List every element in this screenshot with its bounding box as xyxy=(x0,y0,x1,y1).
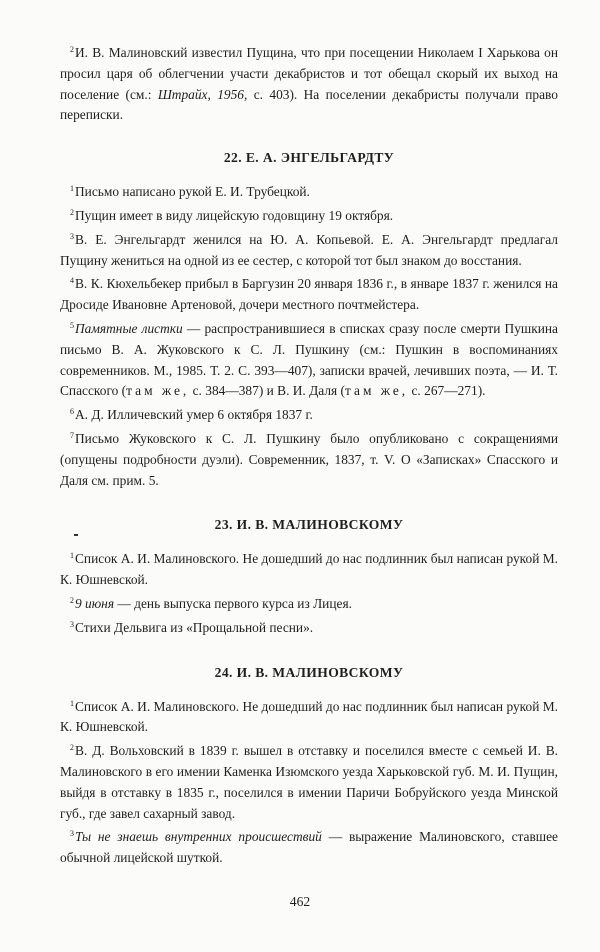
note-italic-term: 9 июня xyxy=(75,595,115,611)
citation-author: Штрайх, 1956, xyxy=(157,86,248,102)
note-text: с. 267—271). xyxy=(408,383,486,399)
note-text: — распространившиеся в списках сразу после смерти Пушкина письмо В. А. Жуковского к С. Л. Пушкину (см.: Пушкин в воспоминаниях современников. М., 1985. Т. 2. С. 393—407), записки врачей, лечивших поэта, — И. Т. Спасского ( xyxy=(60,320,558,399)
note-text: В. К. Кюхельбекер прибыл в Баргузин 20 января 1836 г., в январе 1837 г. женился на Дросиде Ивановне Артеновой, дочери местного почтмейстера. xyxy=(60,276,558,313)
section-heading-22: 22. Е. А. ЭНГЕЛЬГАРДТУ xyxy=(223,150,395,166)
note-text: с. 384—387) и В. И. Даля ( xyxy=(189,383,345,399)
section-heading-24: 24. И. В. МАЛИНОВСКОМУ xyxy=(214,664,404,680)
note-number: 4 xyxy=(70,276,74,286)
note-24-3 xyxy=(60,824,558,869)
spaced-reference: там же, xyxy=(126,383,190,399)
note-text: Стихи Дельвига из «Прощальной песни». xyxy=(75,619,314,635)
note-22-4 xyxy=(60,271,558,316)
note-number: 2 xyxy=(70,595,74,605)
note-text: В. Е. Энгельгардт женился на Ю. А. Копьевой. Е. А. Энгельгардт предлагал Пущину жениться на одной из ее сестер, с которой тот был знаком до восстания. xyxy=(60,231,558,268)
note-number: 2 xyxy=(70,743,74,753)
note-text: — день выпуска первого курса из Лицея. xyxy=(114,595,352,611)
note-23-1 xyxy=(60,546,558,591)
page-number: 462 xyxy=(289,894,311,909)
note-number: 3 xyxy=(70,231,74,241)
note-number: 1 xyxy=(70,698,74,708)
note-italic-term: Ты не знаешь внутренних происшествий xyxy=(75,829,322,845)
note-22-2 xyxy=(60,203,558,227)
note-24-2 xyxy=(60,738,558,824)
note-text: — выражение Малиновского, ставшее обычной лицейской шуткой. xyxy=(60,829,558,866)
note-22-3 xyxy=(60,227,558,272)
note-number: 3 xyxy=(70,829,74,839)
note-number: 2 xyxy=(70,45,74,54)
note-23-3 xyxy=(60,615,558,639)
note-text: И. В. Малиновский известил Пущина, что при посещении Николаем I Харькова он просил царя об облегчении участи декабристов и тот обещал скорый их выход на поселение (см.: xyxy=(60,45,558,102)
note-italic-term: Памятные листки xyxy=(75,320,183,336)
note-number: 7 xyxy=(70,430,74,440)
note-text-end: с. 403). На поселении декабристы получали право переписки. xyxy=(60,86,558,123)
note-text: Список А. И. Малиновского. Не дошедший до нас подлинник был написан рукой М. К. Юшневской. xyxy=(60,698,558,735)
note-number: 3 xyxy=(70,619,74,629)
note-23-2 xyxy=(60,591,558,615)
note-22-7 xyxy=(60,426,558,491)
note-22-1 xyxy=(60,179,558,203)
section-heading-23: 23. И. В. МАЛИНОВСКОМУ xyxy=(214,517,404,533)
spaced-reference: там же, xyxy=(344,383,409,399)
note-number: 2 xyxy=(70,207,74,217)
note-number: 5 xyxy=(70,320,74,330)
note-number: 6 xyxy=(70,407,74,417)
note-text: Список А. И. Малиновского. Не дошедший до нас подлинник был написан рукой М. К. Юшневской. xyxy=(60,551,558,588)
note-24-1 xyxy=(60,694,558,739)
note-22-6 xyxy=(60,402,558,426)
document-page xyxy=(60,40,558,869)
note-text: А. Д. Илличевский умер 6 октября 1837 г. xyxy=(75,407,313,423)
note-number: 1 xyxy=(70,551,74,561)
note-22-5 xyxy=(60,316,558,402)
note-number: 1 xyxy=(70,184,74,194)
stray-mark xyxy=(74,534,78,536)
note-text: Пущин имеет в виду лицейскую годовщину 19 октября. xyxy=(75,207,394,223)
note-text: В. Д. Вольховский в 1839 г. вышел в отставку и поселился вместе с семьей И. В. Малиновского в его имении Каменка Изюмского уезда Харьковской губ. М. И. Пущин, выйдя в отставку в 1835 г., поселился в имении Паричи Бобруйского уезда Минской губ., где завел сахарный завод. xyxy=(60,743,558,821)
note-21-2 xyxy=(60,40,558,126)
note-text: Письмо Жуковского к С. Л. Пушкину было опубликовано с сокращениями (опущены подробности дуэли). Современник, 1837, т. V. О «Записках» Спасского и Даля см. прим. 5. xyxy=(60,430,558,488)
note-text: Письмо написано рукой Е. И. Трубецкой. xyxy=(75,184,310,200)
